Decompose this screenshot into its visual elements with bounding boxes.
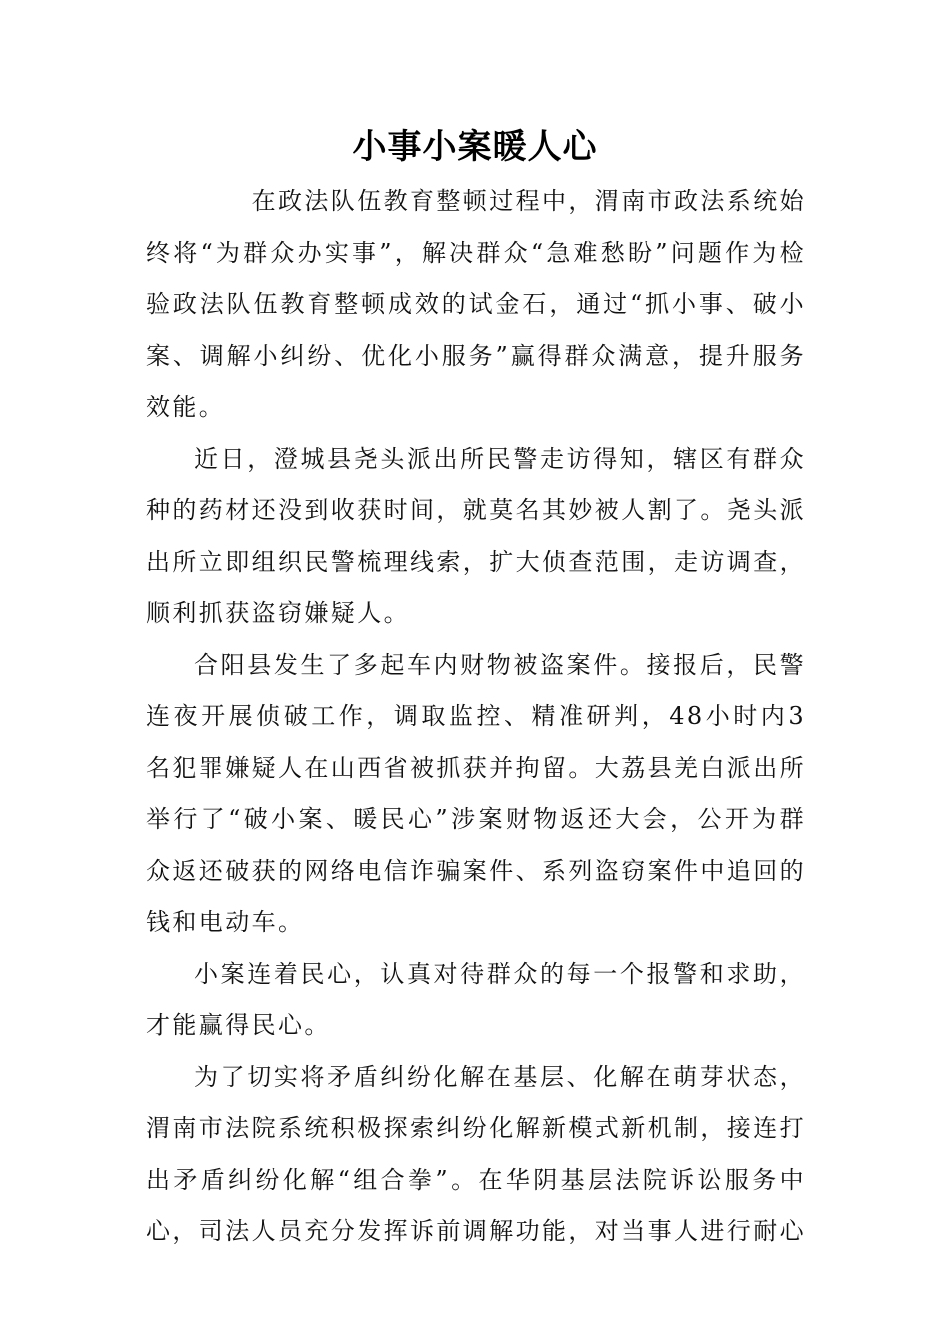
document-title: 小事小案暖人心 [352, 127, 598, 167]
paragraph-small-cases: 小案连着民心，认真对待群众的每一个报警和求助，才能赢得民心。 [146, 959, 806, 1039]
paragraph-heyang-case: 合阳县发生了多起车内财物被盗案件。接报后，民警连夜开展侦破工作，调取监控、精准研判，48小时内3名犯罪嫌疑人在山西省被抓获并拘留。大荔县羌白派出所举行了“破小案、暖民心”涉案财物返还大会，公开为群众返还破获的网络电信诈骗案件、系列盗窃案件中追回的钱和电动车。 [146, 650, 806, 936]
paragraph-chengcheng-case: 近日，澄城县尧头派出所民警走访得知，辖区有群众种的药材还没到收获时间，就莫名其妙被人割了。尧头派出所立即组织民警梳理线索，扩大侦查范围，走访调查，顺利抓获盗窃嫌疑人。 [146, 444, 806, 627]
paragraph-court-mediation: 为了切实将矛盾纠纷化解在基层、化解在萌芽状态，渭南市法院系统积极探索纠纷化解新模式新机制，接连打出矛盾纠纷化解“组合拳”。在华阴基层法院诉讼服务中心，司法人员充分发挥诉前调解功能，对当事人进行耐心 [146, 1062, 806, 1245]
paragraph-intro: 在政法队伍教育整顿过程中，渭南市政法系统始终将“为群众办实事”，解决群众“急难愁盼”问题作为检验政法队伍教育整顿成效的试金石，通过“抓小事、破小案、调解小纠纷、优化小服务”赢得群众满意，提升服务效能。 [146, 187, 806, 421]
document-body [146, 176, 806, 1258]
